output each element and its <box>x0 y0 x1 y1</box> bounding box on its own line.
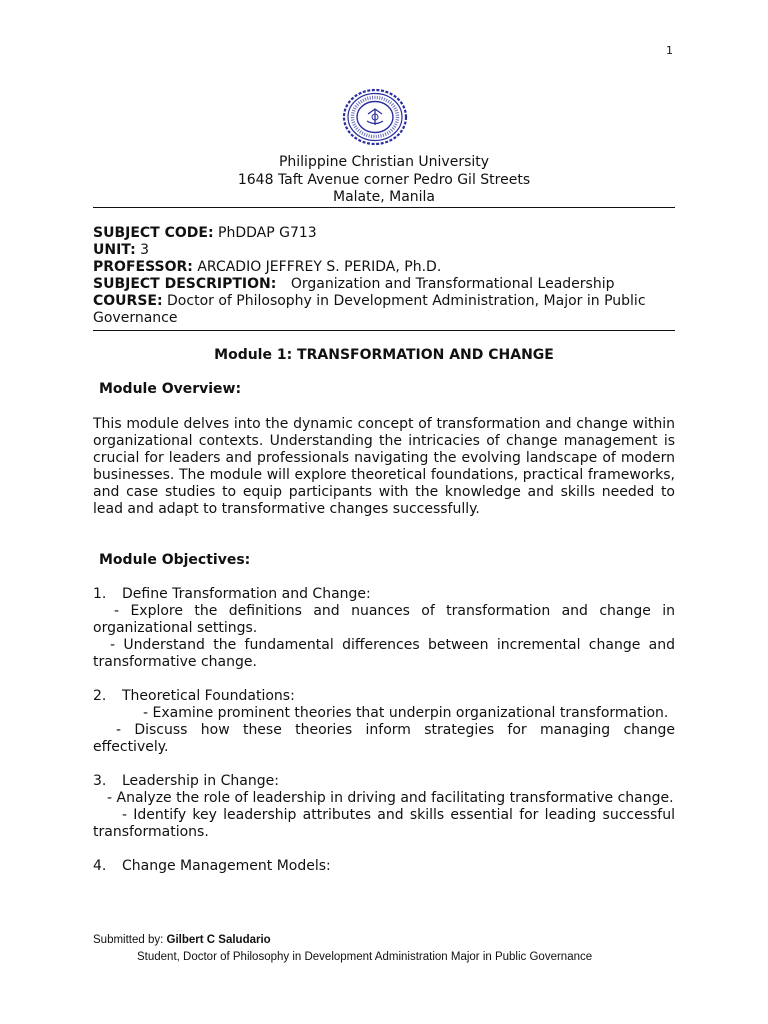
unit-label: UNIT: <box>93 242 136 258</box>
objective-title: Theoretical Foundations: <box>122 688 295 704</box>
module-title: Module 1: TRANSFORMATION AND CHANGE <box>214 347 554 363</box>
page-footer <box>93 932 693 966</box>
objective-item <box>93 586 675 671</box>
unit-value: 3 <box>140 242 150 258</box>
objective-point: - Examine prominent theories that underpin organizational transformation. <box>143 705 669 721</box>
subject-divider <box>93 330 675 331</box>
subject-code-label: SUBJECT CODE: <box>93 225 214 241</box>
objective-title: Leadership in Change: <box>122 773 279 789</box>
objective-item <box>93 858 675 875</box>
objective-point: - Discuss how these theories inform strategies for managing change effectively. <box>93 722 675 755</box>
module-overview-heading: Module Overview: <box>99 381 242 397</box>
objective-title: Define Transformation and Change: <box>122 586 371 602</box>
module-overview-text: This module delves into the dynamic concept of transformation and change within organizational contexts. Understanding the intricacies of change management is crucial for leaders and professionals navigating the evolving landscape of modern businesses. The module will explore theoretical foundations, practical frameworks, and case studies to equip participants with the knowledge and skills needed to lead and adapt to transformative changes successfully. <box>93 416 675 517</box>
subject-code-row <box>93 225 675 242</box>
university-city: Malate, Manila <box>332 189 436 205</box>
subject-description-row <box>93 276 675 293</box>
objective-point: - Identify key leadership attributes and skills essential for leading successful transformations. <box>93 807 675 840</box>
objective-point: - Understand the fundamental differences between incremental change and transformative change. <box>93 637 675 670</box>
university-header <box>93 154 675 207</box>
university-seal-logo <box>342 88 408 146</box>
subject-description-label: SUBJECT DESCRIPTION: <box>93 276 277 292</box>
student-description: Student, Doctor of Philosophy in Development Administration Major in Public Governance <box>137 951 593 963</box>
unit-row <box>93 242 675 259</box>
page-number: 1 <box>666 44 673 57</box>
objective-point: - Explore the definitions and nuances of transformation and change in organizational settings. <box>93 603 675 636</box>
submitted-by-label: Submitted by: <box>93 934 164 946</box>
subject-code-value: PhDDAP G713 <box>218 225 317 241</box>
course-row <box>93 293 675 327</box>
objective-item <box>93 773 675 841</box>
objective-number: 1. <box>93 586 107 602</box>
objective-title: Change Management Models: <box>122 858 331 874</box>
course-value: Doctor of Philosophy in Development Administration, Major in Public Governance <box>93 293 646 326</box>
course-label: COURSE: <box>93 293 163 309</box>
professor-row <box>93 259 675 276</box>
submitted-by-name: Gilbert C Saludario <box>166 934 271 946</box>
objective-number: 2. <box>93 688 107 704</box>
objective-item <box>93 688 675 756</box>
university-name: Philippine Christian University <box>278 154 490 170</box>
objectives-list <box>93 586 675 892</box>
objective-number: 3. <box>93 773 107 789</box>
professor-label: PROFESSOR: <box>93 259 193 275</box>
objective-point: - Analyze the role of leadership in driving and facilitating transformative change. <box>107 790 674 806</box>
module-objectives-heading: Module Objectives: <box>99 552 251 568</box>
header-divider <box>93 207 675 208</box>
professor-value: ARCADIO JEFFREY S. PERIDA, Ph.D. <box>197 259 442 275</box>
university-address: 1648 Taft Avenue corner Pedro Gil Streets <box>237 171 531 188</box>
subject-description-value: Organization and Transformational Leadership <box>290 276 615 292</box>
objective-number: 4. <box>93 858 107 874</box>
subject-details <box>93 225 675 327</box>
